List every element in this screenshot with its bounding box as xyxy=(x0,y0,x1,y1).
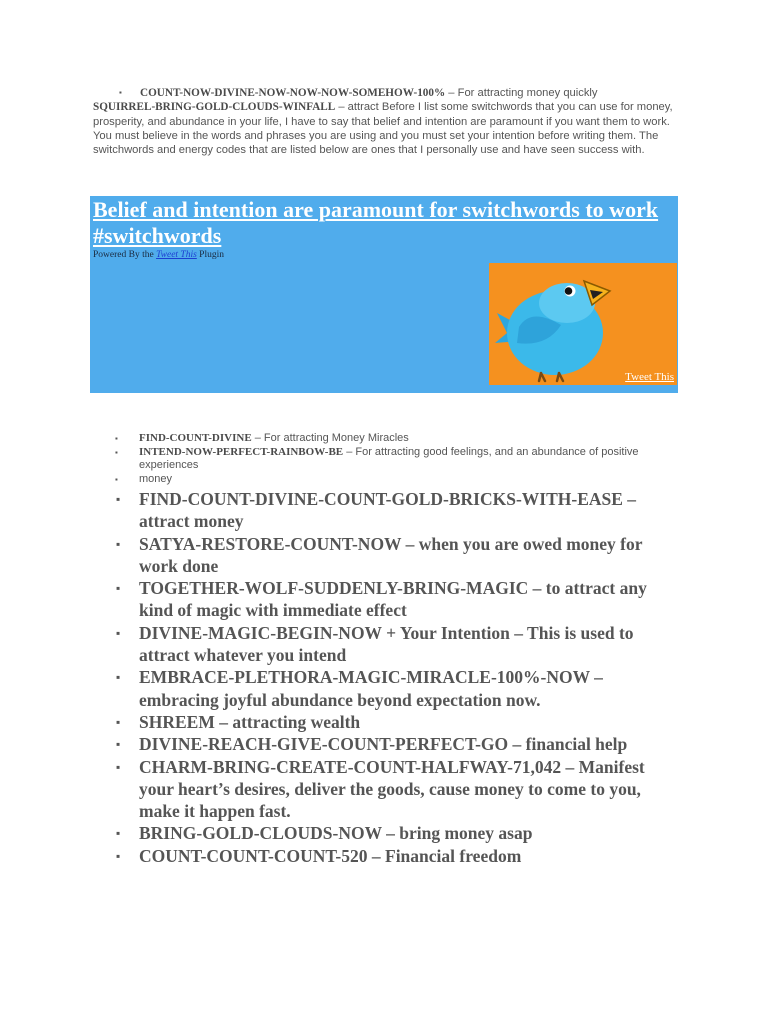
list-item xyxy=(115,756,675,823)
bullet-icon: ▪ xyxy=(119,88,122,97)
list-item xyxy=(115,845,675,867)
list-item xyxy=(115,533,675,578)
intro-paragraph xyxy=(93,100,681,157)
switchword-entry: SHREEM – attracting wealth xyxy=(139,711,361,732)
list-item xyxy=(115,733,675,755)
bullet-icon: ▪ xyxy=(116,492,121,506)
bullet-icon: ▪ xyxy=(116,826,121,841)
bullet-icon: ▪ xyxy=(115,474,118,484)
powered-by-text xyxy=(93,250,224,260)
switchword-entry: CHARM-BRING-CREATE-COUNT-HALFWAY-71,042 – Manifest your heart’s desires, deliver the goods, cause money to come to you, make it happen fast. xyxy=(139,756,645,822)
tweet-this-link[interactable]: Tweet This xyxy=(625,371,674,383)
bullet-icon: ▪ xyxy=(116,625,121,640)
bullet-icon: ▪ xyxy=(116,759,121,774)
bullet-icon: ▪ xyxy=(116,737,121,752)
intro-block xyxy=(93,86,681,157)
bullet-icon: ▪ xyxy=(116,848,121,863)
intro-paragraph-text: – attract Before I list some switchwords that you can use for money, prosperity, and abundance in your life, I have to say that belief and intention are paramount if you want them to work. You must believe in the words and phrases you are using and you must set your intention before writing them. The switchwords and energy codes that are listed below are ones that I personally use and have seen success with. xyxy=(93,101,673,157)
list-item xyxy=(115,711,675,733)
list-item xyxy=(115,622,675,667)
switchword-entry: COUNT-COUNT-COUNT-520 – Financial freedom xyxy=(139,845,522,866)
powered-by-suffix: Plugin xyxy=(196,250,224,260)
list-item xyxy=(115,446,675,473)
tweet-quote-link[interactable]: Belief and intention are paramount for switchwords to work #switchwords xyxy=(93,197,659,248)
switchword: SQUIRREL-BRING-GOLD-CLOUDS-WINFALL xyxy=(93,101,336,114)
bullet-icon: ▪ xyxy=(115,434,118,443)
tweet-bird-panel[interactable] xyxy=(489,263,677,385)
switchword-description: – For attracting money quickly xyxy=(445,87,598,99)
bullet-icon: ▪ xyxy=(116,536,121,551)
list-item xyxy=(115,666,675,711)
bullet-icon: ▪ xyxy=(116,581,121,596)
switchword-entry: TOGETHER-WOLF-SUDDENLY-BRING-MAGIC – to attract any kind of magic with immediate effect xyxy=(139,578,647,621)
list-item xyxy=(115,822,675,844)
switchword-description: – For attracting Money Miracles xyxy=(251,432,409,444)
list-item xyxy=(115,473,675,487)
switchword-entry: BRING-GOLD-CLOUDS-NOW – bring money asap xyxy=(139,823,533,844)
switchword-entry: EMBRACE-PLETHORA-MAGIC-MIRACLE-100%-NOW – embracing joyful abundance beyond expectation now. xyxy=(139,667,603,710)
list-item xyxy=(115,432,675,446)
bullet-icon: ▪ xyxy=(116,670,121,685)
bullet-icon: ▪ xyxy=(116,714,121,729)
small-switchword-list xyxy=(115,432,675,486)
bullet-icon: ▪ xyxy=(115,447,118,457)
switchword: FIND-COUNT-DIVINE xyxy=(139,432,252,444)
switchword-entry: SATYA-RESTORE-COUNT-NOW – when you are owed money for work done xyxy=(139,533,643,576)
list-item xyxy=(115,577,675,622)
switchword-entry: DIVINE-MAGIC-BEGIN-NOW + Your Intention – This is used to attract whatever you intend xyxy=(139,622,634,666)
switchword: INTEND-NOW-PERFECT-RAINBOW-BE xyxy=(139,445,344,458)
switchword-description: money xyxy=(139,472,173,485)
big-switchword-list xyxy=(115,488,675,867)
switchword-description: – For attracting good feelings, and an abundance of positive experiences xyxy=(139,445,639,471)
switchword-entry: DIVINE-REACH-GIVE-COUNT-PERFECT-GO – financial help xyxy=(139,734,628,755)
intro-list-item xyxy=(93,86,681,100)
switchword: COUNT-NOW-DIVINE-NOW-NOW-NOW-SOMEHOW-100% xyxy=(140,87,446,99)
plugin-link[interactable]: Tweet This xyxy=(156,250,197,260)
twitter-bird-icon xyxy=(489,263,677,385)
powered-by-prefix: Powered By the xyxy=(93,250,157,260)
list-item xyxy=(115,488,675,533)
switchword-entry: FIND-COUNT-DIVINE-COUNT-GOLD-BRICKS-WITH-EASE – attract money xyxy=(139,489,637,532)
tweet-this-box xyxy=(90,196,678,393)
